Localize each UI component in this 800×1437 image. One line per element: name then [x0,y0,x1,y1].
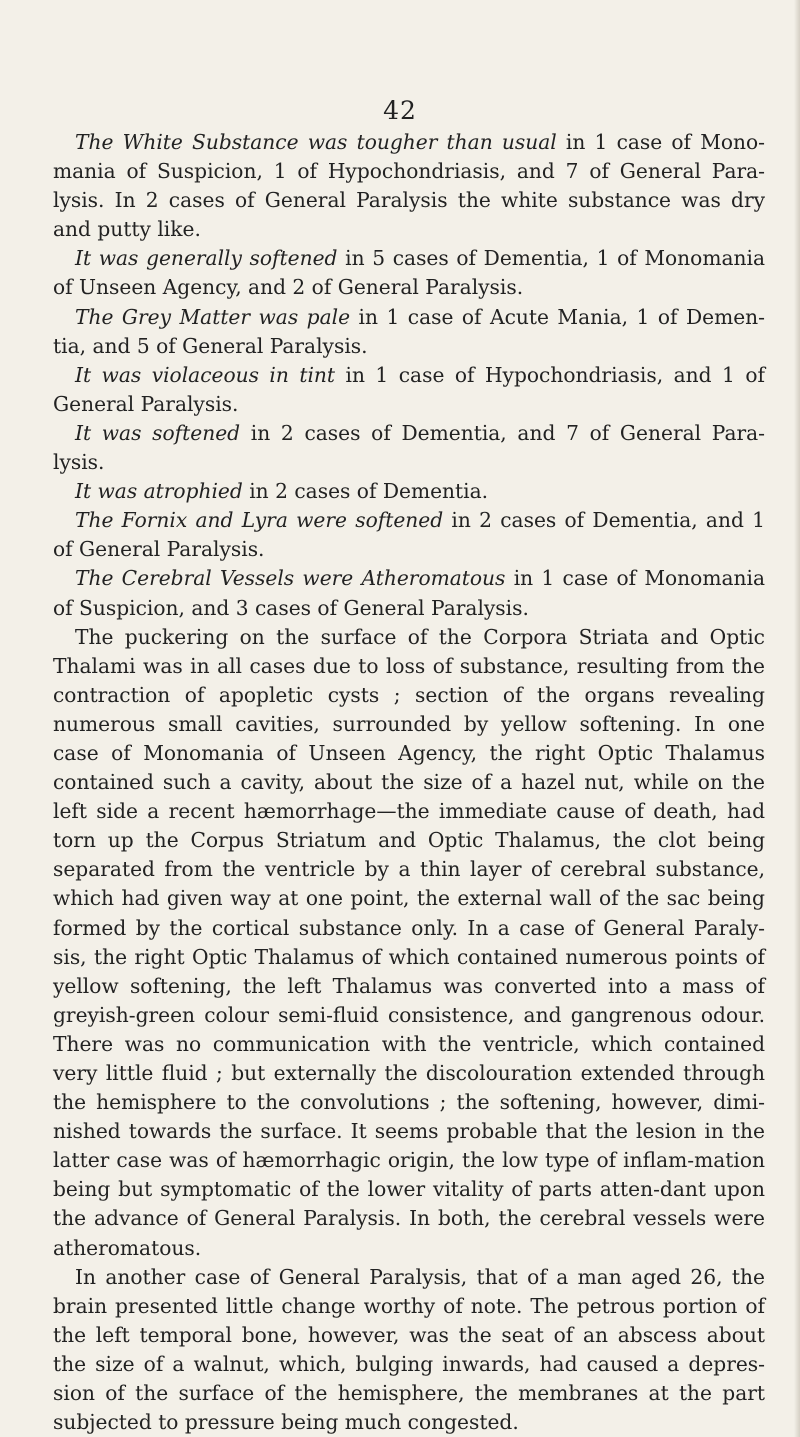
paragraph-text: The puckering on the surface of the Corpora Striata and Optic Thalami was in all cases due to loss of substance, resulting from the contraction of apopletic cysts ; section of the organs revealing numerous small cavities, surrounded by yellow softening. In one case of Monomania of Unseen Agency, the right Optic Thalamus contained such a cavity, about the size of a hazel nut, while on the left side a recent hæmorrhage—the immediate cause of death, had torn up the Corpus Striatum and Optic Thalamus, the clot being separated from the ventricle by a thin layer of cerebral substance, which had given way at one point, the external wall of the sac being formed by the cortical substance only. In a case of General Paraly-sis, the right Optic Thalamus of which contained numerous points of yellow softening, the left Thalamus was converted into a mass of greyish-green colour semi-fluid consistence, and gangrenous odour. There was no communication with the ventricle, which contained very little fluid ; but externally the discolouration extended through the hemisphere to the convolutions ; the softening, however, dimi-nished towards the surface. It seems probable that the lesion in the latter case was of hæmorrhagic origin, the low type of inflam-mation being but symptomatic of the lower vitality of parts atten-dant upon the advance of General Paralysis. In both, the cerebral vessels were atheromatous. [53,624,765,1260]
paragraph-text: In another case of General Paralysis, that of a man aged 26, the brain presented little change worthy of note. The petrous portion of the left temporal bone, however, was the seat of an abscess about the size of a walnut, which, bulging inwards, had caused a depres-sion of the surface of the hemisphere, the membranes at the part subjected to pressure being much congested. [53,1264,765,1435]
paragraph-lead: The Grey Matter was pale [75,304,351,329]
paragraph-atrophied [53,477,765,506]
paragraph-white-substance [53,128,765,244]
paragraph-text: in 2 cases of Dementia, and 1 of General Paralysis. [53,508,765,562]
paragraph-lead: It was atrophied [75,479,243,504]
page-number: 42 [383,96,417,125]
paragraph-violaceous [53,361,765,419]
body-text [53,128,765,1437]
paragraph-text: in 1 case of Monomania of Suspicion, and 3 cases of General Paralysis. [53,566,765,620]
paragraph-grey-matter-pale [53,303,765,361]
paragraph-text: in 1 case of Hypochondriasis, and 1 of General Paralysis. [53,362,765,416]
paragraph-text: in 1 case of Mono-mania of Suspicion, 1 of Hypochondriasis, and 7 of General Para-lysis. In 2 cases of General Paralysis the white substance was dry and putty like. [53,130,765,242]
paragraph-softened [53,419,765,477]
page-edge-shadow [794,0,800,1437]
paragraph-text: in 2 cases of Dementia. [242,479,489,504]
paragraph-lead: The White Substance was tougher than usual [75,130,557,154]
paragraph-fornix-lyra [53,506,765,564]
paragraph-cerebral-vessels [53,564,765,622]
paragraph-text: in 2 cases of Dementia, and 7 of General Para-lysis. [53,420,766,475]
paragraph-lead: The Fornix and Lyra were softened [75,508,444,533]
paragraph-lead: It was violaceous in tint [75,362,336,387]
paragraph-lead: It was generally softened [75,246,338,271]
paragraph-lead: It was softened [75,420,241,445]
paragraph-another-case [53,1263,765,1437]
paragraph-text: in 5 cases of Dementia, 1 of Monomania of Unseen Agency, and 2 of General Paralysis. [53,246,765,300]
paragraph-text: in 1 case of Acute Mania, 1 of Demen-tia, and 5 of General Paralysis. [53,304,765,358]
paragraph-puckering [53,623,765,1263]
paragraph-lead: The Cerebral Vessels were Atheromatous [75,566,506,591]
paragraph-generally-softened [53,244,765,302]
